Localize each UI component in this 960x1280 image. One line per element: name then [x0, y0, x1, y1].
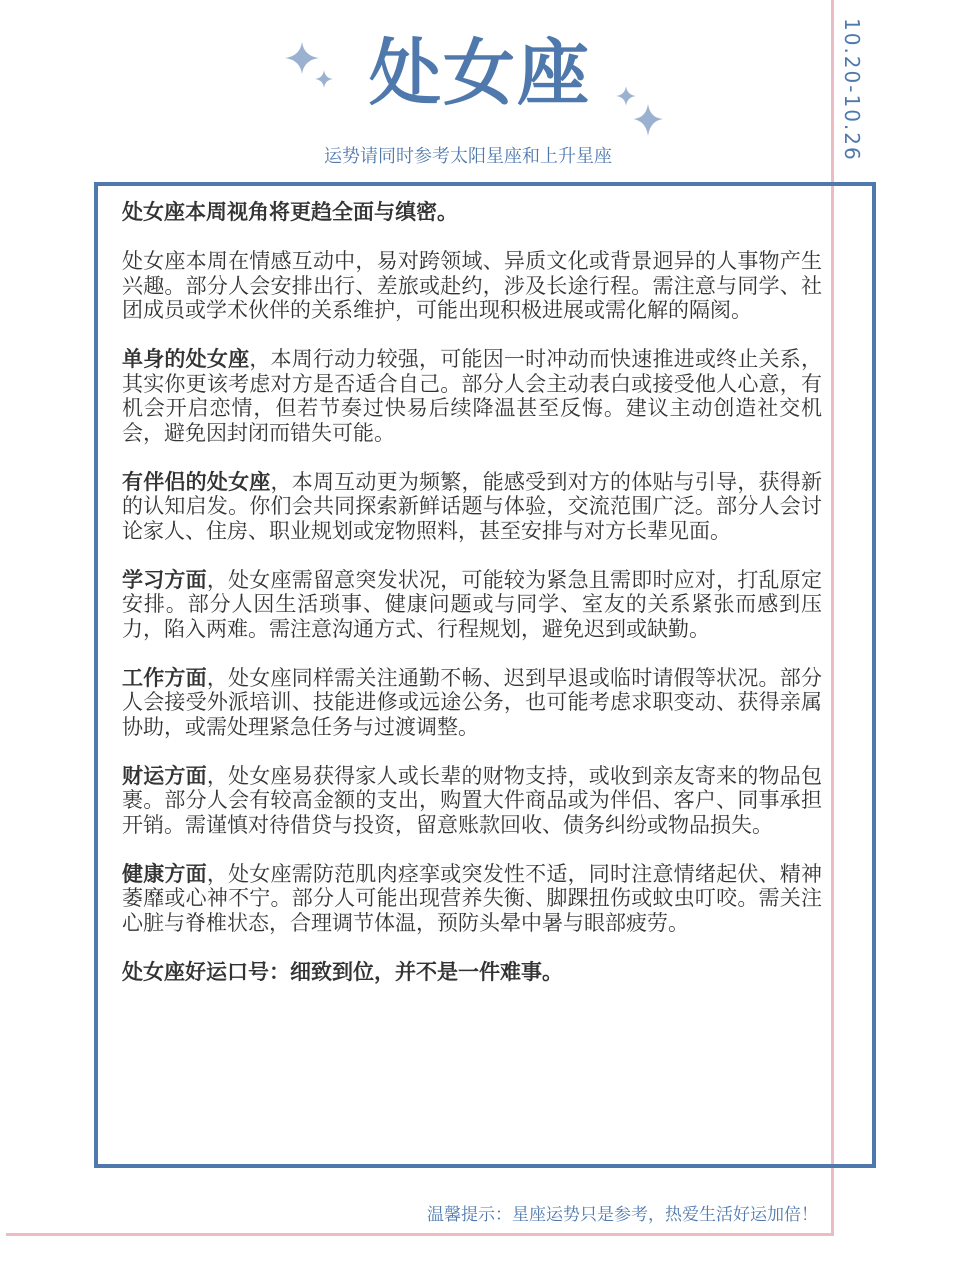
section-text: ，本周互动更为频繁，能感受到对方的体贴与引导，获得新的认知启发。你们会共同探索新鲜话题与体验，交流范围广泛。部分人会讨论家人、住房、职业规划或宠物照料，甚至安排与对方长辈见面。	[122, 469, 822, 543]
section-label: 学习方面	[122, 567, 207, 592]
footer-tip: 温馨提示：星座运势只是参考，热爱生活好运加倍！	[427, 1205, 818, 1225]
section-paragraph	[122, 862, 822, 936]
page-title: 处女座	[368, 31, 591, 115]
section-text: ，处女座同样需关注通勤不畅、迟到早退或临时请假等状况。部分人会接受外派培训、技能进修或远途公务，也可能考虑求职变动、获得亲属协助，或需处理紧急任务与过渡调整。	[122, 665, 822, 739]
section-text: ，处女座易获得家人或长辈的财物支持，或收到亲友寄来的物品包裹。部分人会有较高金额的支出，购置大件商品或为伴侣、客户、同事承担开销。需谨慎对待借贷与投资，留意账款回收、债务纠纷或物品损失。	[122, 763, 822, 837]
date-range: 10.20-10.26	[840, 18, 864, 162]
slogan: 处女座好运口号：细致到位，并不是一件难事。	[122, 959, 563, 984]
section-label: 财运方面	[122, 763, 207, 788]
section-paragraph	[122, 347, 822, 445]
section-text: ，处女座需防范肌肉痉挛或突发性不适，同时注意情绪起伏、精神萎靡或心神不宁。部分人可能出现营养失衡、脚踝扭伤或蚊虫叮咬。需关注心脏与脊椎状态，合理调节体温，预防头晕中暑与眼部疲劳。	[122, 861, 822, 935]
section-label: 单身的处女座	[122, 347, 250, 371]
section-label: 健康方面	[122, 861, 207, 886]
intro-heading: 处女座本周视角将更趋全面与缜密。	[122, 200, 458, 224]
section-paragraph	[122, 470, 822, 544]
section-paragraph	[122, 568, 822, 642]
section-text: ，处女座需留意突发状况，可能较为紧急且需即时应对，打乱原定安排。部分人因生活琐事、健康问题或与同学、室友的关系紧张而感到压力，陷入两难。需注意沟通方式、行程规划，避免迟到或缺勤。	[122, 567, 822, 641]
general-paragraph: 处女座本周在情感互动中，易对跨领域、异质文化或背景迥异的人事物产生兴趣。部分人会安排出行、差旅或赴约，涉及长途行程。需注意与同学、社团成员或学术伙伴的关系维护，可能出现积极进展或需化解的隔阂。	[122, 249, 822, 322]
section-text: ，本周行动力较强，可能因一时冲动而快速推进或终止关系，其实你更该考虑对方是否适合自己。部分人会主动表白或接受他人心意，有机会开启恋情，但若节奏过快易后续降温甚至反悔。建议主动创造社交机会，避免因封闭而错失可能。	[122, 347, 822, 445]
page-subtitle: 运势请同时参考太阳星座和上升星座	[324, 146, 612, 167]
content-box	[94, 182, 876, 1168]
pink-horizontal-line	[6, 1233, 834, 1236]
section-paragraph	[122, 764, 822, 838]
section-label: 工作方面	[122, 665, 207, 690]
section-label: 有伴侣的处女座	[122, 469, 271, 494]
content-body	[122, 200, 822, 984]
section-paragraph	[122, 666, 822, 740]
